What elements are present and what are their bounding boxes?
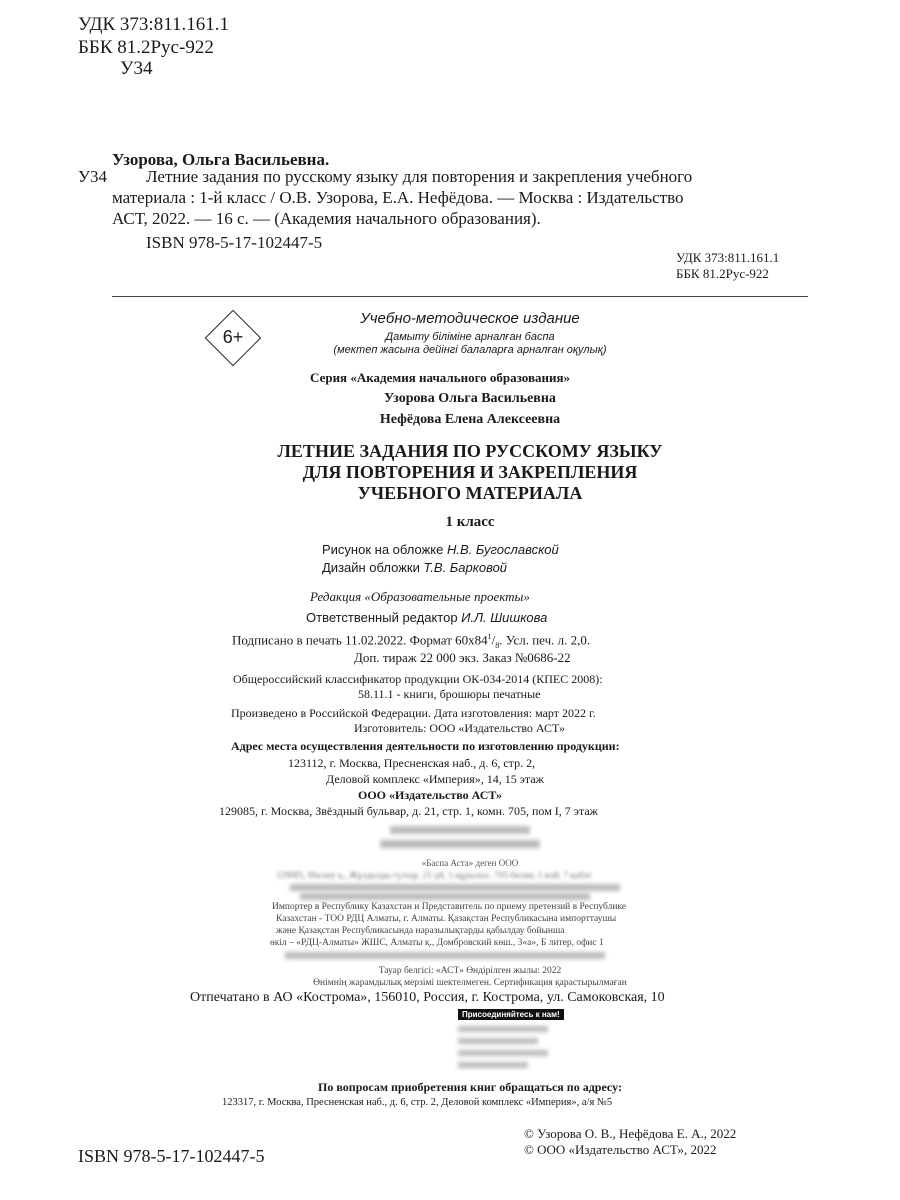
kazakh-line-1: Дамыту біліміне арналған баспа (385, 331, 555, 343)
cover-credit (322, 542, 559, 557)
author-2: Нефёдова Елена Алексеевна (379, 412, 561, 427)
copyright-authors: © Узорова О. В., Нефёдова Е. А., 2022 (524, 1126, 737, 1141)
address-line-2: Деловой комплекс «Империя», 14, 15 этаж (326, 772, 544, 786)
classifier-2: 58.11.1 - книги, брошюры печатные (358, 687, 541, 701)
address-head: Адрес места осуществления деятельности по изготовлению продукции: (231, 739, 620, 753)
sales-address: 123317, г. Москва, Пресненская наб., д. 6, стр. 2, Деловой комплекс «Империя», а/я №5 (222, 1097, 613, 1108)
code-top: У34 (120, 58, 153, 79)
blurred-text (290, 884, 620, 891)
catalog-line-1: Летние задания по русскому языку для повторения и закрепления учебного (146, 167, 693, 186)
sales-heading: По вопросам приобретения книг обращаться по адресу: (318, 1080, 622, 1094)
blurred-text (390, 826, 530, 834)
copyright-publisher: © ООО «Издательство АСТ», 2022 (524, 1142, 717, 1157)
catalog-isbn: ISBN 978-5-17-102447-5 (146, 233, 323, 252)
catalog-udk: УДК 373:811.161.1 (676, 250, 780, 265)
catalog-bbk: ББК 81.2Рус-922 (676, 266, 769, 281)
book-title-2: ДЛЯ ПОВТОРЕНИЯ И ЗАКРЕПЛЕНИЯ (302, 462, 638, 482)
printed-at: Отпечатано в АО «Кострома», 156010, Россия, г. Кострома, ул. Самоковская, 10 (190, 990, 665, 1005)
publisher-address: 129085, г. Москва, Звёздный бульвар, д. 21, стр. 1, комн. 705, пом I, 7 этаж (219, 804, 598, 818)
kz-line-6: өкіл – «РДЦ-Алматы» ЖШС, Алматы қ., Домбровский көш., 3«а», Б литер, офис 1 (270, 938, 604, 948)
editorial-office: Редакция «Образовательные проекты» (310, 589, 530, 604)
kz-line-7: Тауар белгісі: «АСТ» Өндірілген жылы: 2022 (378, 966, 562, 976)
classifier-1: Общероссийский классификатор продукции ОК-034-2014 (КПЕС 2008): (233, 672, 603, 686)
bottom-isbn: ISBN 978-5-17-102447-5 (78, 1146, 265, 1166)
cover-credit-label: Рисунок на обложке (322, 542, 444, 557)
bbk-top: ББК 81.2Рус-922 (78, 37, 214, 58)
production-date: Произведено в Российской Федерации. Дата изготовления: март 2022 г. (231, 706, 596, 720)
blurred-text (380, 840, 540, 848)
design-credit-label: Дизайн обложки (322, 560, 420, 575)
kz-line-1: «Баспа Аста» деген ООО (421, 858, 519, 868)
editor-name: И.Л. Шишкова (461, 610, 548, 625)
catalog-line-2: материала : 1-й класс / О.В. Узорова, Е.А. Нефёдова. — Москва : Издательство (112, 188, 684, 207)
series-name: Серия «Академия начального образования» (310, 370, 570, 385)
address-line-1: 123112, г. Москва, Пресненская наб., д. 6, стр. 2, (288, 756, 536, 770)
blurred-text (285, 952, 605, 959)
kz-line-8: Өнімнің жарамдылық мерзімі шектелмеген. Сертификация қарастырылмаған (313, 978, 627, 988)
catalog-author: Узорова, Ольга Васильевна. (112, 150, 330, 169)
manufacturer: Изготовитель: ООО «Издательство АСТ» (354, 721, 565, 735)
book-title-3: УЧЕБНОГО МАТЕРИАЛА (357, 483, 583, 503)
catalog-line-3: АСТ, 2022. — 16 с. — (Академия начального образования). (112, 209, 541, 228)
age-rating-label: 6+ (222, 327, 244, 347)
print-run: Доп. тираж 22 000 экз. Заказ №0686-22 (354, 650, 571, 665)
social-icons-blurred (458, 1022, 578, 1070)
signed-to-print: Подписано в печать 11.02.2022. Формат $60x84^1/_8$. Усл. печ. л. 2,0. (232, 632, 591, 650)
author-1: Узорова Ольга Васильевна (384, 391, 556, 406)
book-title-1: ЛЕТНИЕ ЗАДАНИЯ ПО РУССКОМУ ЯЗЫКУ (277, 441, 663, 461)
grade: 1 класс (445, 514, 495, 530)
editor-label: Ответственный редактор (306, 610, 458, 625)
editor-credit (306, 610, 547, 625)
kz-line-4: Казахстан - ТОО РДЦ Алматы, г. Алматы. Қазақстан Республикасына импорттаушы (276, 914, 617, 924)
kazakh-line-2: (мектеп жасына дейінгі балаларға арналған оқулық) (333, 344, 607, 356)
kz-line-3: Импортер в Республику Казахстан и Представитель по приему претензий в Республике (272, 902, 627, 912)
divider (112, 296, 808, 297)
kz-line-2: 129085, Мәскеу қ., Жұлдызды гүлзар, 21-үй, 1-құрылыс, 705-бөлме, I жай, 7-қабат (276, 870, 592, 880)
publisher-name: ООО «Издательство АСТ» (358, 788, 503, 802)
join-us-banner: Присоединяйтесь к нам! (458, 1009, 564, 1020)
udk-top: УДК 373:811.161.1 (78, 14, 229, 35)
catalog-code: У34 (78, 167, 108, 186)
kz-line-5: және Қазақстан Республикасында наразылықтарды қабылдау бойынша (276, 926, 565, 936)
edition-type: Учебно-методическое издание (360, 310, 580, 327)
design-credit (322, 560, 507, 575)
cover-credit-name: Н.В. Бугославской (446, 542, 559, 557)
blurred-text (300, 893, 590, 900)
design-credit-name: Т.В. Барковой (423, 560, 508, 575)
